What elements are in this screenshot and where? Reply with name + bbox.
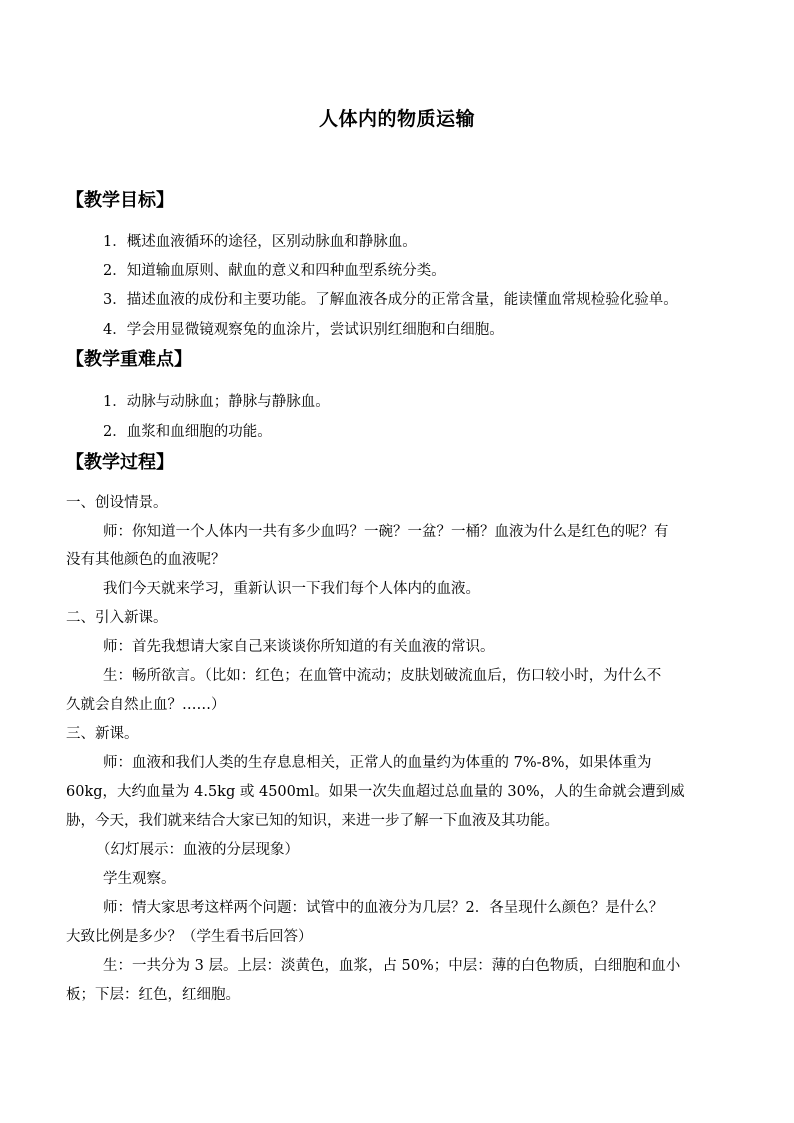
- paragraph-line: 久就会自然止血？……）: [66, 697, 226, 713]
- key-points-heading: 【教学重难点】: [66, 349, 192, 370]
- paragraph-line: （幻灯展示：血液的分层现象）: [96, 842, 299, 858]
- paragraph-line: 60kg，大约血量为 4.5kg 或 4500ml。如果一次失血超过总血量的 30%，人的生命就会遭到威: [66, 784, 685, 800]
- paragraph-line: 大致比例是多少？（学生看书后回答）: [66, 929, 313, 945]
- objective-item: 4．学会用显微镜观察兔的血涂片，尝试识别红细胞和白细胞。: [103, 322, 504, 338]
- paragraph-line: 胁，今天，我们就来结合大家已知的知识，来进一步了解一下血液及其功能。: [66, 813, 559, 829]
- objective-item: 2．知道输血原则、献血的意义和四种血型系统分类。: [103, 263, 446, 279]
- paragraph-line: 师：首先我想请大家自己来谈谈你所知道的有关血液的常识。: [103, 639, 495, 655]
- section-label: 二、引入新课。: [66, 610, 168, 626]
- paragraph-line: 师：血液和我们人类的生存息息相关，正常人的血量约为体重的 7%-8%，如果体重为: [103, 755, 652, 771]
- paragraph-line: 师：情大家思考这样两个问题：试管中的血液分为几层？2．各呈现什么颜色？是什么？: [103, 900, 664, 916]
- paragraph-line: 我们今天就来学习，重新认识一下我们每个人体内的血液。: [103, 581, 480, 597]
- objectives-heading: 【教学目标】: [66, 190, 174, 211]
- paragraph-line: 生：一共分为 3 层。上层：淡黄色，血浆，占 50%；中层：薄的白色物质，白细胞和血小: [103, 958, 681, 974]
- paragraph-line: 没有其他颜色的血液呢？: [66, 552, 226, 568]
- process-heading: 【教学过程】: [66, 452, 174, 473]
- paragraph-line: 师：你知道一个人体内一共有多少血吗？一碗？一盆？一桶？血液为什么是红色的呢？有: [103, 524, 669, 540]
- section-label: 三、新课。: [66, 726, 139, 742]
- section-label: 一、创设情景。: [66, 495, 168, 511]
- paragraph-line: 学生观察。: [103, 871, 176, 887]
- objective-item: 1．概述血液循环的途径，区别动脉血和静脉血。: [103, 234, 417, 250]
- page-title: 人体内的物质运输: [318, 108, 475, 130]
- paragraph-line: 生：畅所欲言。（比如：红色；在血管中流动；皮肤划破流血后，伤口较小时，为什么不: [103, 668, 662, 684]
- key-point-item: 2．血浆和血细胞的功能。: [103, 424, 272, 440]
- paragraph-line: 板；下层：红色，红细胞。: [66, 987, 240, 1003]
- objective-item: 3．描述血液的成份和主要功能。了解血液各成分的正常含量，能读懂血常规检验化验单。: [103, 292, 678, 308]
- key-point-item: 1．动脉与动脉血；静脉与静脉血。: [103, 394, 330, 410]
